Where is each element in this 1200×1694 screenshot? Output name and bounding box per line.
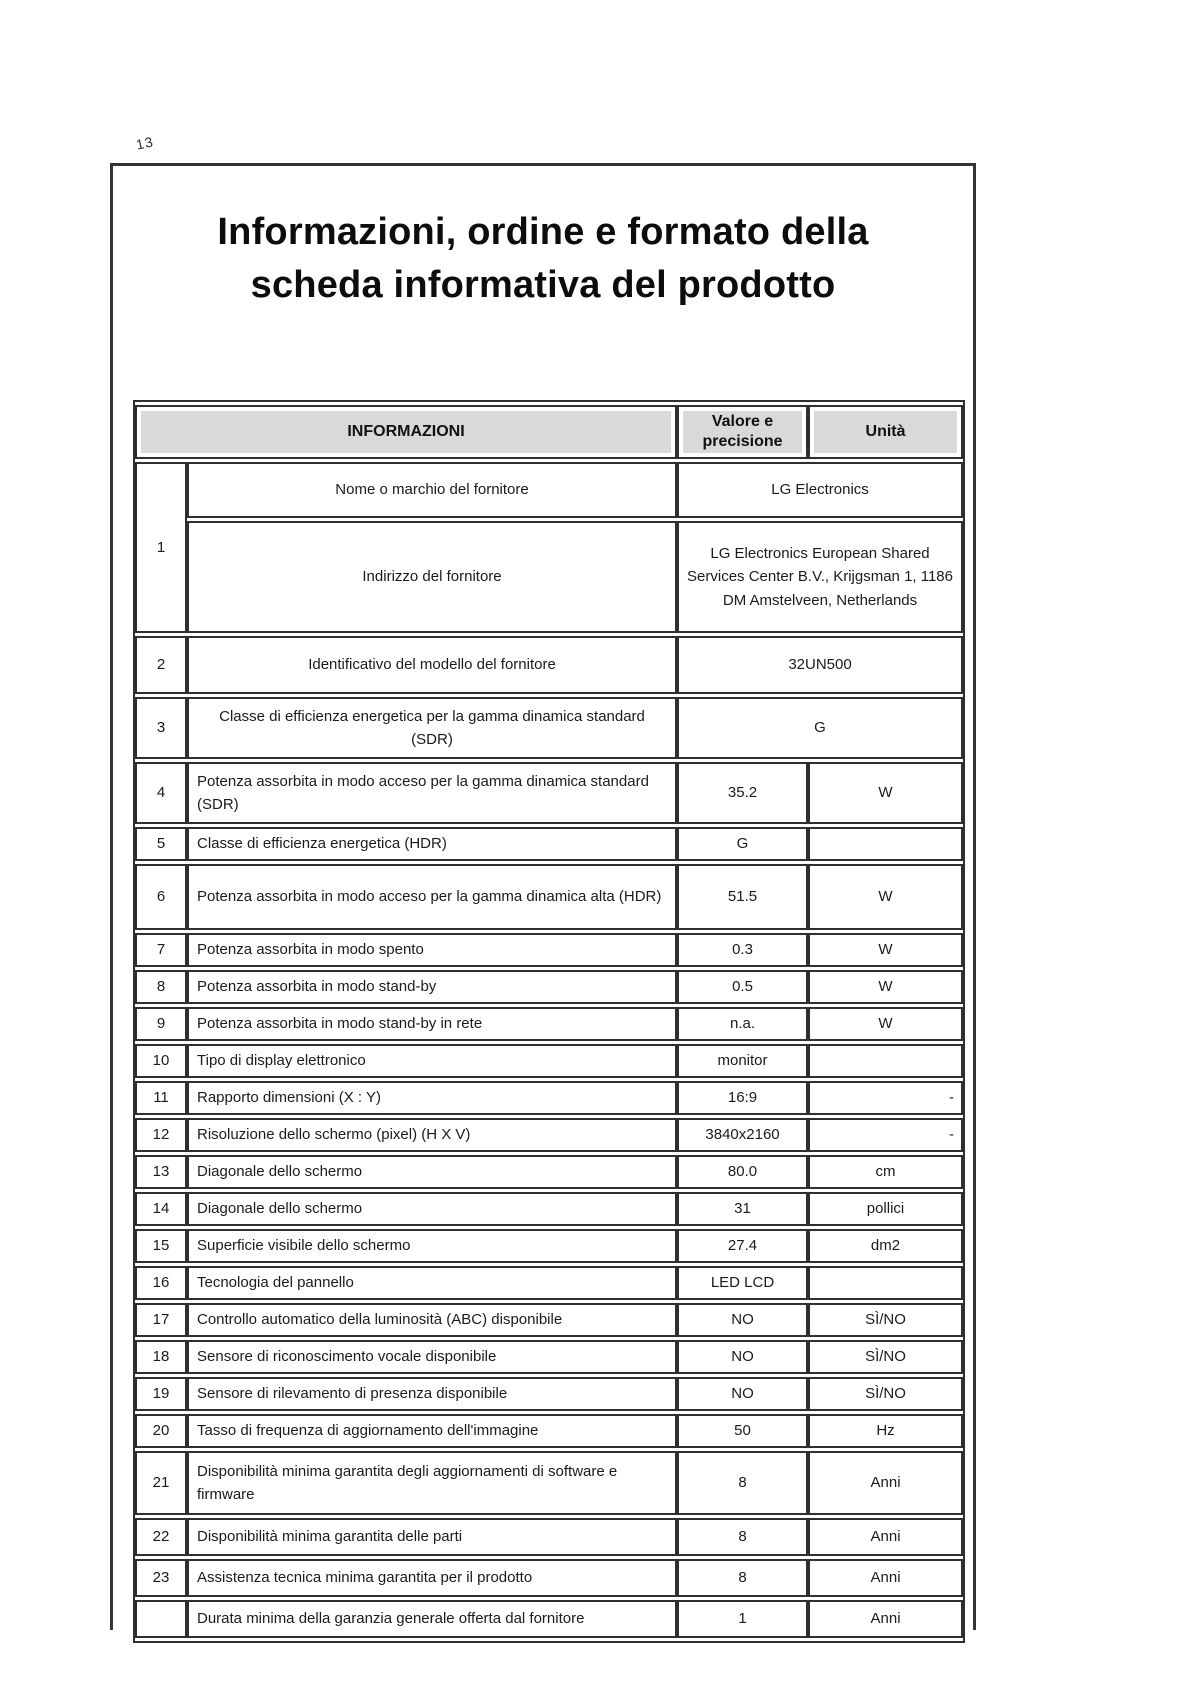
row-info-cell: Identificativo del modello del fornitore	[187, 636, 677, 694]
table-row	[135, 1007, 963, 1041]
row-number-cell: 14	[135, 1192, 187, 1226]
document-title	[113, 206, 973, 312]
row-unit-cell: W	[808, 1007, 963, 1041]
header-unita-label: Unità	[814, 411, 957, 453]
row-value-cell: LG Electronics	[677, 462, 963, 518]
row-value-cell: NO	[677, 1377, 808, 1411]
page-number: 13	[134, 133, 156, 153]
table-row	[135, 1155, 963, 1189]
row-number-cell: 10	[135, 1044, 187, 1078]
row-value-cell: 8	[677, 1451, 808, 1515]
row-info-cell: Assistenza tecnica minima garantita per il prodotto	[187, 1559, 677, 1597]
row-number-cell: 2	[135, 636, 187, 694]
row-unit-cell: SÌ/NO	[808, 1303, 963, 1337]
row-unit-cell: W	[808, 970, 963, 1004]
row-info-cell: Durata minima della garanzia generale offerta dal fornitore	[187, 1600, 677, 1638]
row-number-cell: 15	[135, 1229, 187, 1263]
header-valore-line2: precisione	[702, 433, 783, 450]
row-number-cell: 6	[135, 864, 187, 930]
row-value-cell: LED LCD	[677, 1266, 808, 1300]
row-number-cell: 13	[135, 1155, 187, 1189]
row-number-cell: 11	[135, 1081, 187, 1115]
table-row	[135, 521, 963, 633]
row-unit-cell	[808, 1266, 963, 1300]
row-unit-cell: -	[808, 1081, 963, 1115]
row-number-cell	[135, 1600, 187, 1638]
row-info-cell: Superficie visibile dello schermo	[187, 1229, 677, 1263]
row-value-cell: G	[677, 827, 808, 861]
row-number-cell: 12	[135, 1118, 187, 1152]
row-info-cell: Tasso di frequenza di aggiornamento dell'immagine	[187, 1414, 677, 1448]
table-row	[135, 1377, 963, 1411]
row-number-cell: 3	[135, 697, 187, 759]
row-info-cell: Rapporto dimensioni (X : Y)	[187, 1081, 677, 1115]
row-number-cell: 7	[135, 933, 187, 967]
row-value-cell: 8	[677, 1559, 808, 1597]
row-info-cell: Potenza assorbita in modo acceso per la gamma dinamica standard (SDR)	[187, 762, 677, 824]
table-header-row	[135, 405, 963, 459]
row-number-cell: 8	[135, 970, 187, 1004]
row-unit-cell: W	[808, 762, 963, 824]
table-row	[135, 636, 963, 694]
document-title-line2: scheda informativa del prodotto	[250, 264, 836, 307]
row-unit-cell: Anni	[808, 1451, 963, 1515]
row-number-cell: 16	[135, 1266, 187, 1300]
row-info-cell: Tipo di display elettronico	[187, 1044, 677, 1078]
row-unit-cell: SÌ/NO	[808, 1340, 963, 1374]
table-row	[135, 762, 963, 824]
row-unit-cell	[808, 1044, 963, 1078]
row-value-cell: NO	[677, 1303, 808, 1337]
row-value-cell: 32UN500	[677, 636, 963, 694]
row-number-cell: 20	[135, 1414, 187, 1448]
table-row	[135, 970, 963, 1004]
table-row	[135, 1229, 963, 1263]
row-value-cell: 1	[677, 1600, 808, 1638]
row-number-cell: 23	[135, 1559, 187, 1597]
table-row	[135, 1081, 963, 1115]
row-unit-cell: Hz	[808, 1414, 963, 1448]
row-number-cell: 22	[135, 1518, 187, 1556]
row-value-cell: 3840x2160	[677, 1118, 808, 1152]
table-row	[135, 1044, 963, 1078]
row-unit-cell: dm2	[808, 1229, 963, 1263]
row-number-cell: 9	[135, 1007, 187, 1041]
table-row	[135, 1559, 963, 1597]
row-unit-cell: Anni	[808, 1559, 963, 1597]
row-value-cell: 31	[677, 1192, 808, 1226]
header-informazioni-cell	[135, 405, 677, 459]
row-unit-cell: Anni	[808, 1600, 963, 1638]
row-number-cell: 19	[135, 1377, 187, 1411]
row-unit-cell: W	[808, 864, 963, 930]
row-unit-cell	[808, 827, 963, 861]
row-unit-cell: Anni	[808, 1518, 963, 1556]
table-row	[135, 1118, 963, 1152]
row-value-cell: 16:9	[677, 1081, 808, 1115]
header-informazioni-label: INFORMAZIONI	[141, 411, 671, 453]
row-info-cell: Classe di efficienza energetica (HDR)	[187, 827, 677, 861]
table-row	[135, 1414, 963, 1448]
table-row	[135, 1600, 963, 1638]
row-number-cell: 18	[135, 1340, 187, 1374]
header-unita-cell	[808, 405, 963, 459]
table-row	[135, 1340, 963, 1374]
row-value-cell: 8	[677, 1518, 808, 1556]
document-title-line1: Informazioni, ordine e formato della	[217, 211, 869, 253]
header-valore-cell	[677, 405, 808, 459]
row-info-cell: Controllo automatico della luminosità (ABC) disponibile	[187, 1303, 677, 1337]
row-value-cell: 35.2	[677, 762, 808, 824]
row-value-cell: 0.3	[677, 933, 808, 967]
table-row	[135, 933, 963, 967]
row-info-cell: Sensore di riconoscimento vocale disponibile	[187, 1340, 677, 1374]
row-info-cell: Tecnologia del pannello	[187, 1266, 677, 1300]
row-value-cell: LG Electronics European Shared Services Center B.V., Krijgsman 1, 1186 DM Amstelveen, Netherlands	[677, 521, 963, 633]
row-number-cell: 1	[135, 462, 187, 633]
product-info-table	[133, 400, 965, 1643]
table-row	[135, 1451, 963, 1515]
row-number-cell: 5	[135, 827, 187, 861]
product-table-body	[135, 462, 963, 1638]
row-value-cell: n.a.	[677, 1007, 808, 1041]
table-row	[135, 1518, 963, 1556]
row-number-cell: 17	[135, 1303, 187, 1337]
row-value-cell: 50	[677, 1414, 808, 1448]
table-row	[135, 462, 963, 518]
row-value-cell: 0.5	[677, 970, 808, 1004]
table-row	[135, 1192, 963, 1226]
row-unit-cell: -	[808, 1118, 963, 1152]
row-info-cell: Potenza assorbita in modo stand-by	[187, 970, 677, 1004]
row-info-cell: Diagonale dello schermo	[187, 1155, 677, 1189]
row-info-cell: Nome o marchio del fornitore	[187, 462, 677, 518]
table-row	[135, 827, 963, 861]
row-number-cell: 4	[135, 762, 187, 824]
row-info-cell: Disponibilità minima garantita degli aggiornamenti di software e firmware	[187, 1451, 677, 1515]
row-info-cell: Sensore di rilevamento di presenza disponibile	[187, 1377, 677, 1411]
table-row	[135, 1266, 963, 1300]
table-row	[135, 1303, 963, 1337]
row-info-cell: Indirizzo del fornitore	[187, 521, 677, 633]
row-value-cell: 80.0	[677, 1155, 808, 1189]
row-value-cell: NO	[677, 1340, 808, 1374]
row-info-cell: Diagonale dello schermo	[187, 1192, 677, 1226]
row-info-cell: Potenza assorbita in modo stand-by in rete	[187, 1007, 677, 1041]
row-unit-cell: W	[808, 933, 963, 967]
row-info-cell: Potenza assorbita in modo spento	[187, 933, 677, 967]
row-value-cell: 27.4	[677, 1229, 808, 1263]
row-number-cell: 21	[135, 1451, 187, 1515]
row-unit-cell: cm	[808, 1155, 963, 1189]
row-info-cell: Potenza assorbita in modo acceso per la gamma dinamica alta (HDR)	[187, 864, 677, 930]
header-valore-line1: Valore e	[711, 413, 774, 430]
table-row	[135, 697, 963, 759]
row-value-cell: monitor	[677, 1044, 808, 1078]
row-unit-cell: SÌ/NO	[808, 1377, 963, 1411]
table-row	[135, 864, 963, 930]
row-value-cell: G	[677, 697, 963, 759]
row-unit-cell: pollici	[808, 1192, 963, 1226]
row-info-cell: Classe di efficienza energetica per la gamma dinamica standard (SDR)	[187, 697, 677, 759]
row-info-cell: Risoluzione dello schermo (pixel) (H X V)	[187, 1118, 677, 1152]
row-value-cell: 51.5	[677, 864, 808, 930]
row-info-cell: Disponibilità minima garantita delle parti	[187, 1518, 677, 1556]
